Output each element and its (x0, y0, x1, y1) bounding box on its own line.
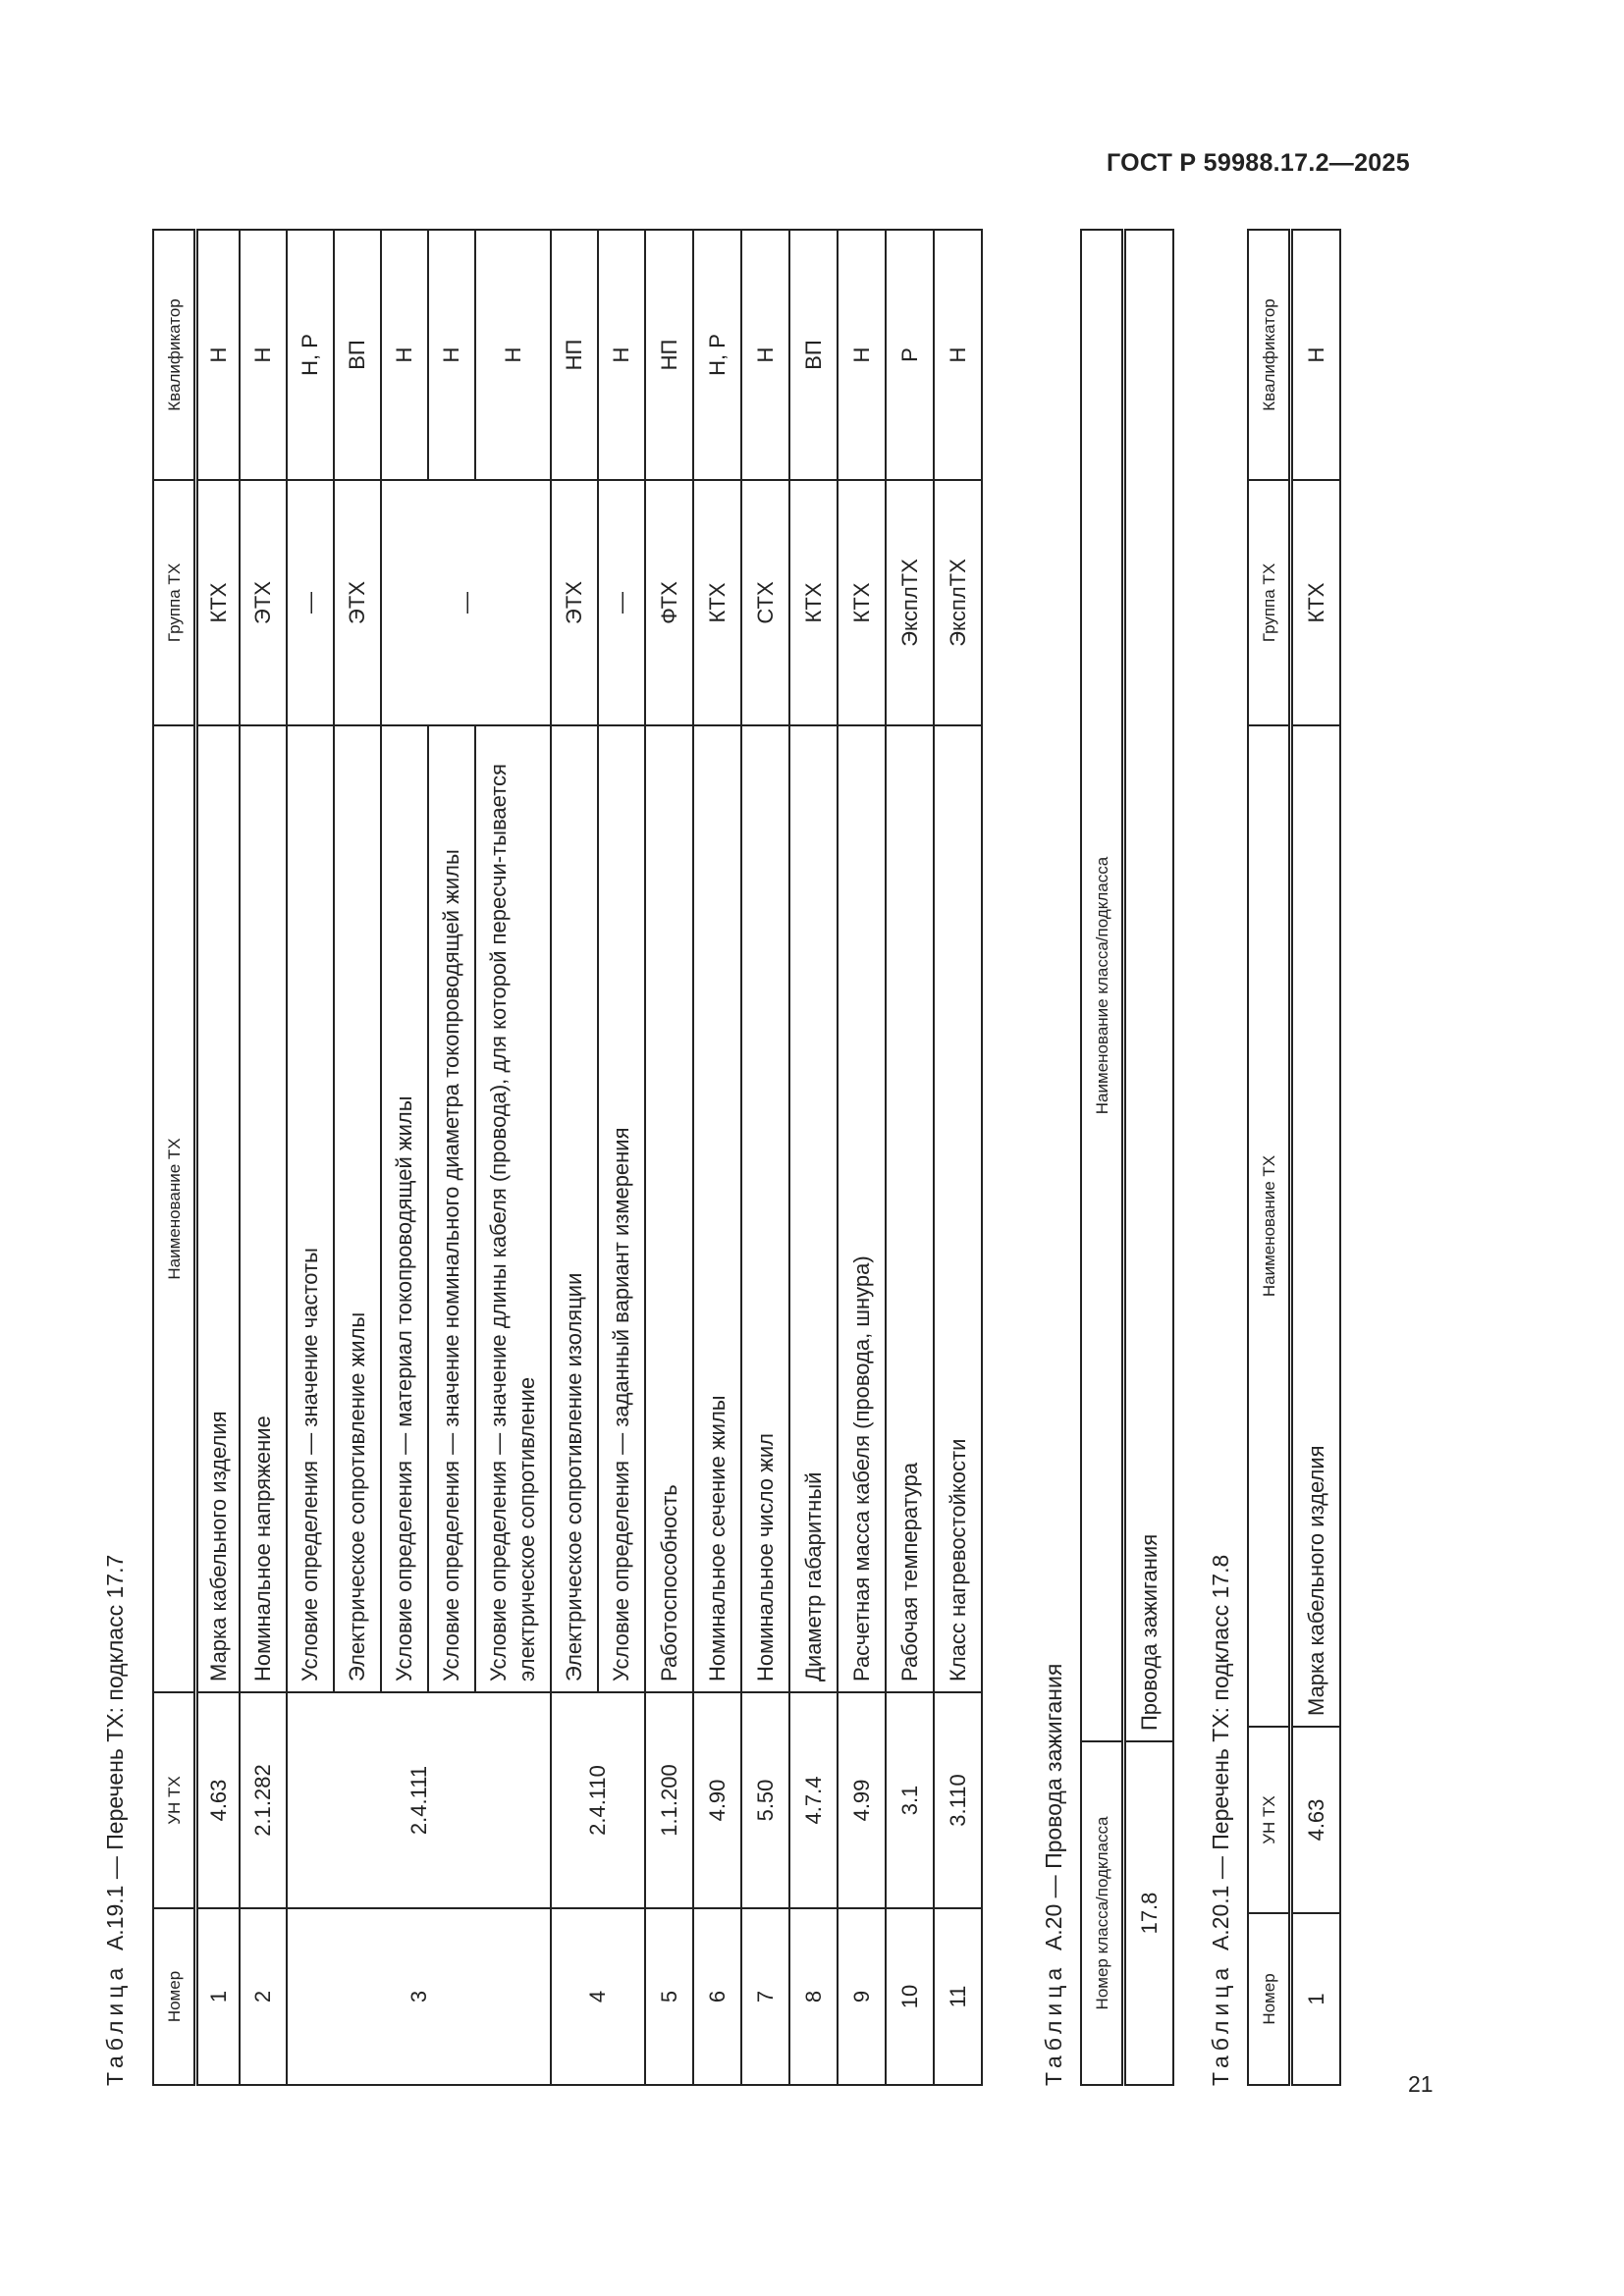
cell-group: ЭксплТХ (886, 480, 934, 725)
cell-un: 4.90 (693, 1692, 741, 1908)
cell-group: КТХ (196, 480, 240, 725)
cell-un: 3.1 (886, 1692, 934, 1908)
page-number: 21 (1408, 2071, 1434, 2097)
table-row (645, 230, 693, 2085)
cell-name: Марка кабельного изделия (196, 725, 240, 1692)
cell-number: 11 (934, 1908, 982, 2085)
header-class-name: Наименование класса/подкласса (1081, 230, 1124, 1741)
cell-group: КТХ (789, 480, 838, 725)
header-group: Группа ТХ (153, 480, 196, 725)
cell-qualifier: ВП (334, 230, 381, 480)
table-a20-1 (1247, 229, 1341, 2086)
table-row (287, 230, 334, 2085)
cell-un: 4.99 (838, 1692, 886, 1908)
cell-un: 1.1.200 (645, 1692, 693, 1908)
cell-qualifier: Н (1291, 230, 1340, 480)
cell-group: КТХ (693, 480, 741, 725)
header-qualifier: Квалификатор (1248, 230, 1291, 480)
table-row (240, 230, 287, 2085)
header-name: Наименование ТХ (1248, 725, 1291, 1727)
cell-number: 6 (693, 1908, 741, 2085)
cell-qualifier: Н (741, 230, 789, 480)
table-row (1124, 230, 1173, 2085)
table-row (1291, 230, 1340, 2085)
table-a20 (1080, 229, 1174, 2086)
cell-group: СТХ (741, 480, 789, 725)
caption-text: А.20.1 — Перечень ТХ: подкласс 17.8 (1208, 1554, 1233, 1951)
cell-qualifier: Н (598, 230, 645, 480)
table-row (693, 230, 741, 2085)
table-row (934, 230, 982, 2085)
table-row (551, 230, 598, 2085)
table-a20-1-caption (1208, 1555, 1234, 2086)
table-row (196, 230, 240, 2085)
cell-class-number: 17.8 (1124, 1741, 1173, 2085)
table-row (886, 230, 934, 2085)
cell-group: КТХ (838, 480, 886, 725)
table-a20-caption (1041, 1664, 1067, 2086)
cell-number: 3 (287, 1908, 551, 2085)
cell-name: Электрическое сопротивление жилы (334, 725, 381, 1692)
standard-designation: ГОСТ Р 59988.17.2—2025 (1107, 149, 1410, 177)
cell-group: ЭТХ (334, 480, 381, 725)
caption-prefix: Таблица (1041, 1962, 1066, 2086)
header-name: Наименование ТХ (153, 725, 196, 1692)
cell-qualifier: Н (475, 230, 551, 480)
cell-number: 5 (645, 1908, 693, 2085)
cell-un: 4.7.4 (789, 1692, 838, 1908)
cell-name: Рабочая температура (886, 725, 934, 1692)
cell-group: ЭТХ (240, 480, 287, 725)
header-class-number: Номер класса/подкласса (1081, 1741, 1124, 2085)
cell-un: 4.63 (1291, 1727, 1340, 1913)
header-un: УН ТХ (1248, 1727, 1291, 1913)
cell-name: Номинальное напряжение (240, 725, 287, 1692)
caption-prefix: Таблица (1208, 1962, 1233, 2086)
table-row (789, 230, 838, 2085)
cell-qualifier: Н, Р (693, 230, 741, 480)
cell-name: Класс нагревостойкости (934, 725, 982, 1692)
cell-name: Расчетная масса кабеля (провода, шнура) (838, 725, 886, 1692)
cell-name: Номинальное число жил (741, 725, 789, 1692)
cell-group: ФТХ (645, 480, 693, 725)
cell-name: Номинальное сечение жилы (693, 725, 741, 1692)
cell-name: Условие определения — значение частоты (287, 725, 334, 1692)
cell-un: 2.4.110 (551, 1692, 645, 1908)
table-a19-1-caption (102, 1555, 129, 2086)
cell-group: — (598, 480, 645, 725)
cell-qualifier: НП (645, 230, 693, 480)
cell-un: 2.4.111 (287, 1692, 551, 1908)
cell-number: 9 (838, 1908, 886, 2085)
cell-un: 5.50 (741, 1692, 789, 1908)
header-number: Номер (153, 1908, 196, 2085)
table-row (838, 230, 886, 2085)
cell-number: 1 (196, 1908, 240, 2085)
cell-qualifier: Н, Р (287, 230, 334, 480)
cell-qualifier: ВП (789, 230, 838, 480)
header-qualifier: Квалификатор (153, 230, 196, 480)
cell-qualifier: Н (240, 230, 287, 480)
header-number: Номер (1248, 1913, 1291, 2085)
cell-number: 2 (240, 1908, 287, 2085)
cell-group: — (381, 480, 551, 725)
cell-number: 8 (789, 1908, 838, 2085)
cell-name: Условие определения — значение длины кабеля (провода), для которой пересчи-тывается электрическое сопротивление (475, 725, 551, 1692)
cell-name: Работоспособность (645, 725, 693, 1692)
cell-un: 4.63 (196, 1692, 240, 1908)
caption-text: А.20 — Провода зажигания (1041, 1663, 1066, 1951)
cell-qualifier: Р (886, 230, 934, 480)
cell-group: ЭТХ (551, 480, 598, 725)
cell-un: 2.1.282 (240, 1692, 287, 1908)
cell-qualifier: Н (934, 230, 982, 480)
header-un: УН ТХ (153, 1692, 196, 1908)
table-a19-1 (152, 229, 983, 2086)
cell-name: Диаметр габаритный (789, 725, 838, 1692)
cell-name: Электрическое сопротивление изоляции (551, 725, 598, 1692)
cell-name: Условие определения — заданный вариант измерения (598, 725, 645, 1692)
cell-qualifier: Н (428, 230, 475, 480)
cell-number: 1 (1291, 1913, 1340, 2085)
cell-un: 3.110 (934, 1692, 982, 1908)
cell-group: — (287, 480, 334, 725)
cell-qualifier: НП (551, 230, 598, 480)
cell-qualifier: Н (838, 230, 886, 480)
caption-prefix: Таблица (102, 1962, 128, 2086)
cell-qualifier: Н (196, 230, 240, 480)
cell-name: Марка кабельного изделия (1291, 725, 1340, 1727)
cell-number: 10 (886, 1908, 934, 2085)
cell-number: 4 (551, 1908, 645, 2085)
cell-group: КТХ (1291, 480, 1340, 725)
cell-number: 7 (741, 1908, 789, 2085)
cell-name: Условие определения — значение номинального диаметра токопроводящей жилы (428, 725, 475, 1692)
caption-text: А.19.1 — Перечень ТХ: подкласс 17.7 (102, 1554, 128, 1951)
header-group: Группа ТХ (1248, 480, 1291, 725)
cell-name: Условие определения — материал токопроводящей жилы (381, 725, 428, 1692)
table-row (741, 230, 789, 2085)
cell-group: ЭксплТХ (934, 480, 982, 725)
cell-qualifier: Н (381, 230, 428, 480)
cell-class-name: Провода зажигания (1124, 230, 1173, 1741)
